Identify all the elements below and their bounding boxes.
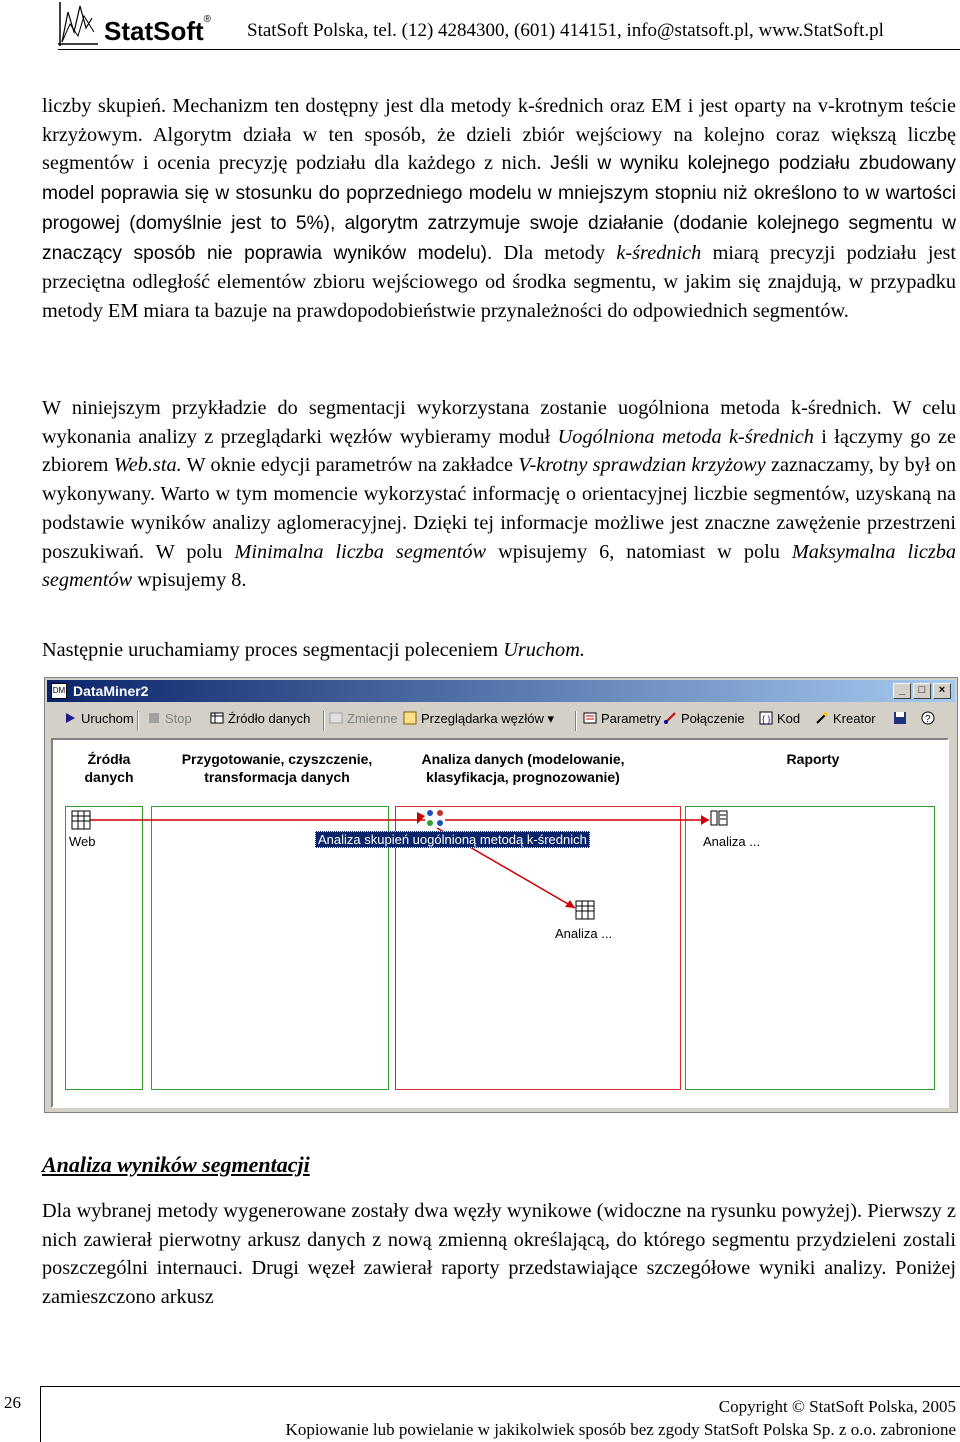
footer-vertical-rule — [40, 1386, 41, 1442]
footer-rule — [40, 1386, 960, 1387]
p1-text-b: Jeśli w wyniku kolejnego podziału zbudowany model poprawia się w stosunku do poprzedniego modelu w mniejszym stopniu niż określono to w wartości progowej (domyślnie jest to 5%), algorytm zatrzymuje swoje działanie (dodanie kolejnego segmentu w znaczący sposób nie poprawia wyników modelu). — [42, 153, 956, 264]
variables-icon — [329, 711, 343, 725]
p1-text-a: liczby skupień. Mechanizm ten dostępny jest dla metody k-średnich oraz EM i jest oparty na v-krotnym teście krzyżowym. Algorytm działa w ten sposób, że dzieli zbiór wejściowy na kolejno coraz większą liczbę segmentów i ocenia precyzję podziału dla każdego z nich. — [42, 95, 956, 175]
p3-italic-b: Uruchom. — [503, 639, 585, 661]
page-header — [0, 0, 960, 50]
window-title: DataMiner2 — [73, 683, 149, 699]
stop-icon — [147, 711, 161, 725]
connection-button[interactable]: Połączenie — [663, 711, 745, 726]
wizard-button[interactable]: Kreator — [815, 711, 876, 726]
p1-text-d: miarą precyzji podziału jest przeciętna odległość elementów zbioru wejściowego od środka segmentu, w jakim się znajdują, w przypadku metody EM miara ta bazuje na prawdopodobieństwie przynależności do odpowiednich segmentów. — [42, 241, 956, 322]
help-icon — [921, 711, 935, 725]
logo-text: StatSoft® — [104, 14, 212, 46]
data-source-button[interactable]: Źródło danych — [210, 711, 310, 726]
close-button[interactable]: × — [933, 683, 951, 699]
paragraph-2 — [42, 394, 956, 595]
parameters-icon — [583, 711, 597, 725]
report-node-icon[interactable] — [709, 808, 729, 828]
column-header-preparation: Przygotowanie, czyszczenie, transformacja danych — [181, 751, 373, 785]
dataminer-window — [44, 677, 958, 1113]
arrow-head — [417, 812, 425, 824]
footer-notice: Kopiowanie lub powielanie w jakikolwiek sposób bez zgody StatSoft Polska Sp. z o.o. zabronione — [285, 1420, 956, 1439]
minimize-button[interactable]: _ — [893, 683, 911, 699]
p2-italic-h: Minimalna liczba segmentów — [234, 540, 487, 563]
svg-text:?: ? — [925, 714, 931, 725]
p2-text-g: zaznaczamy, by był on wykonywany. Warto w tym momencie wykorzystać informację o orientacyjnej liczbie segmentów, uzyskaną na podstawie wyników analizy aglomeracyjnej. Dzięki tej informacje możliwe jest znaczne zawężenie przestrzeni poszukiwań. W polu — [42, 454, 956, 563]
web-dataset-icon[interactable] — [71, 810, 91, 830]
play-icon — [63, 711, 77, 725]
svg-text:{ }: { } — [762, 714, 771, 724]
p3-text-a: Następnie uruchamiamy proces segmentacji poleceniem — [42, 639, 499, 661]
p2-text-k: wpisujemy 8. — [137, 569, 247, 592]
floppy-disk-icon — [893, 711, 907, 725]
stop-button[interactable]: Stop — [147, 711, 192, 726]
save-button[interactable] — [893, 711, 911, 726]
wand-icon — [815, 711, 829, 725]
p2-italic-d: Web.sta. — [113, 454, 182, 477]
paragraph-1 — [42, 92, 956, 326]
column-header-reports: Raporty — [786, 751, 840, 767]
column-header-analysis: Analiza danych (modelowanie, klasyfikacja, prognozowanie) — [421, 751, 625, 785]
workspace-canvas[interactable] — [51, 738, 949, 1108]
statsoft-logo-icon — [58, 2, 98, 46]
section-paragraph: Dla wybranej metody wygenerowane zostały dwa węzły wynikowe (widoczne na rysunku powyżej). Pierwszy z nich zawierał pierwotny arkusz danych z nową zmienną określającą, do którego segmentu przydzieleni zostali poszczególni internauci. Drugi węzeł zawierał raporty przedstawiające szczegółowe wyniki analizy. Poniżej zamieszczono arkusz — [42, 1200, 956, 1309]
section-heading: Analiza wyników segmentacji — [42, 1152, 310, 1177]
p2-italic-b: Uogólniona metoda k-średnich — [557, 425, 814, 448]
app-icon: DM — [51, 683, 67, 699]
p2-text-c: i łączymy go ze zbiorem — [42, 425, 956, 477]
code-icon — [759, 711, 773, 725]
header-rule — [58, 49, 960, 50]
p1-text-c: Dla metody — [503, 241, 606, 264]
report-node-label[interactable]: Analiza ... — [703, 834, 761, 849]
result-dataset-icon[interactable] — [575, 900, 595, 920]
node-browser-button[interactable]: Przeglądarka węzłów ▾ — [403, 711, 554, 727]
chevron-down-icon: ▾ — [543, 711, 554, 726]
window-titlebar[interactable] — [47, 680, 955, 702]
connection-icon — [663, 711, 677, 725]
footer-copyright: Copyright © StatSoft Polska, 2005 — [718, 1397, 956, 1416]
parameters-button[interactable]: Parametry — [583, 711, 661, 726]
p2-italic-f: V-krotny sprawdzian krzyżowy — [518, 454, 766, 477]
p2-text-e: W oknie edycji parametrów na zakładce — [186, 454, 514, 477]
help-button[interactable] — [921, 711, 939, 726]
kmeans-node-label[interactable]: Analiza skupień uogólnioną metodą k-średnich — [315, 832, 590, 847]
result-node-label[interactable]: Analiza ... — [555, 926, 613, 941]
connection-lines — [53, 740, 947, 1106]
variables-button[interactable]: Zmienne — [329, 711, 398, 726]
toolbar-separator — [137, 711, 139, 731]
p1-text-italic: k-średnich — [616, 241, 702, 264]
page-number: 26 — [4, 1393, 21, 1412]
toolbar-separator — [575, 711, 577, 731]
toolbar — [47, 705, 955, 735]
toolbar-separator — [323, 711, 325, 731]
p2-text-a: W niniejszym przykładzie do segmentacji wykorzystana zostanie uogólniona metoda k-średnich. W celu wykonania analizy z przeglądarki węzłów wybieramy moduł — [42, 397, 956, 448]
web-node-label[interactable]: Web — [69, 834, 96, 849]
header-contact: StatSoft Polska, tel. (12) 4284300, (601) 414151, info@statsoft.pl, www.StatSoft.pl — [247, 20, 884, 41]
maximize-button[interactable]: □ — [913, 683, 931, 699]
p2-text-i: wpisujemy 6, natomiast w polu — [498, 540, 780, 563]
browser-icon — [403, 711, 417, 725]
kmeans-node-icon[interactable] — [425, 808, 445, 828]
arrow-head — [565, 900, 575, 908]
arrow-head — [701, 815, 709, 825]
code-button[interactable]: { } Kod — [759, 711, 800, 726]
column-header-sources: Źródła danych — [84, 751, 134, 785]
paragraph-3 — [42, 636, 956, 665]
table-icon — [210, 711, 224, 725]
run-button[interactable]: Uruchom — [63, 711, 134, 726]
p2-italic-j: Maksymalna liczba segmentów — [42, 540, 956, 592]
